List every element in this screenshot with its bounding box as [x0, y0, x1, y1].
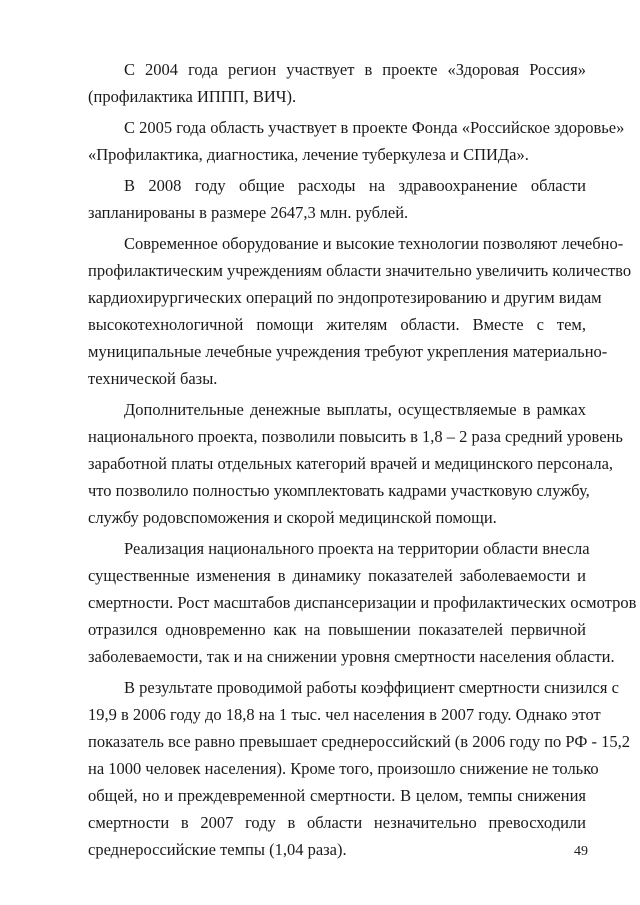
paragraph-7-line-7: среднероссийские темпы (1,04 раза).	[88, 840, 347, 859]
paragraph-4-line-3: кардиохирургических операций по эндопротезированию и другим видам	[88, 288, 602, 307]
paragraph-6-line-2: существенные изменения в динамику показателей заболеваемости и	[88, 566, 586, 585]
paragraph-3-line-1: В 2008 году общие расходы на здравоохранение области	[124, 176, 586, 195]
paragraph-4-line-2: профилактическим учреждениям области значительно увеличить количество	[88, 261, 632, 280]
paragraph-6-line-4: отразился одновременно как на повышении показателей первичной	[88, 620, 586, 639]
paragraph-6-line-1: Реализация национального проекта на территории области внесла	[124, 539, 590, 558]
page-number: 49	[574, 844, 588, 859]
paragraph-7-line-5: общей, но и преждевременной смертности. В целом, темпы снижения	[88, 786, 586, 805]
paragraph-3-line-2: запланированы в размере 2647,3 млн. рублей.	[88, 203, 409, 222]
paragraph-4-line-4: высокотехнологичной помощи жителям области. Вместе с тем,	[88, 315, 586, 334]
paragraph-5-line-1: Дополнительные денежные выплаты, осуществляемые в рамках	[124, 400, 586, 419]
paragraph-7-line-2: 19,9 в 2006 году до 18,8 на 1 тыс. чел населения в 2007 году. Однако этот	[88, 705, 601, 724]
paragraph-5-line-2: национального проекта, позволили повысить в 1,8 – 2 раза средний уровень	[88, 427, 623, 446]
paragraph-7-line-3: показатель все равно превышает среднероссийский (в 2006 году по РФ - 15,2	[88, 732, 630, 751]
paragraph-4-line-6: технической базы.	[88, 369, 218, 388]
paragraph-2-line-1: С 2005 года область участвует в проекте Фонда «Российское здоровье»	[124, 118, 625, 137]
paragraph-5-line-4: что позволило полностью укомплектовать кадрами участковую службу,	[88, 481, 590, 500]
paragraph-4-line-5: муниципальные лечебные учреждения требуют укрепления материально-	[88, 342, 608, 361]
paragraph-5-line-5: службу родовспоможения и скорой медицинской помощи.	[88, 508, 497, 527]
paragraph-1-line-2: (профилактика ИППП, ВИЧ).	[88, 87, 297, 106]
paragraph-1-line-1: С 2004 года регион участвует в проекте «Здоровая Россия»	[124, 60, 586, 79]
paragraph-7-line-6: смертности в 2007 году в области незначительно превосходили	[88, 813, 586, 832]
paragraph-6-line-3: смертности. Рост масштабов диспансеризации и профилактических осмотров	[88, 593, 637, 612]
paragraph-2-line-2: «Профилактика, диагностика, лечение туберкулеза и СПИДа».	[88, 145, 529, 164]
paragraph-7-line-4: на 1000 человек населения). Кроме того, произошло снижение не только	[88, 759, 599, 778]
paragraph-7-line-1: В результате проводимой работы коэффициент смертности снизился с	[124, 678, 619, 697]
paragraph-4-line-1: Современное оборудование и высокие технологии позволяют лечебно-	[124, 234, 624, 253]
paragraph-6-line-5: заболеваемости, так и на снижении уровня смертности населения области.	[88, 647, 615, 666]
paragraph-5-line-3: заработной платы отдельных категорий врачей и медицинского персонала,	[88, 454, 614, 473]
